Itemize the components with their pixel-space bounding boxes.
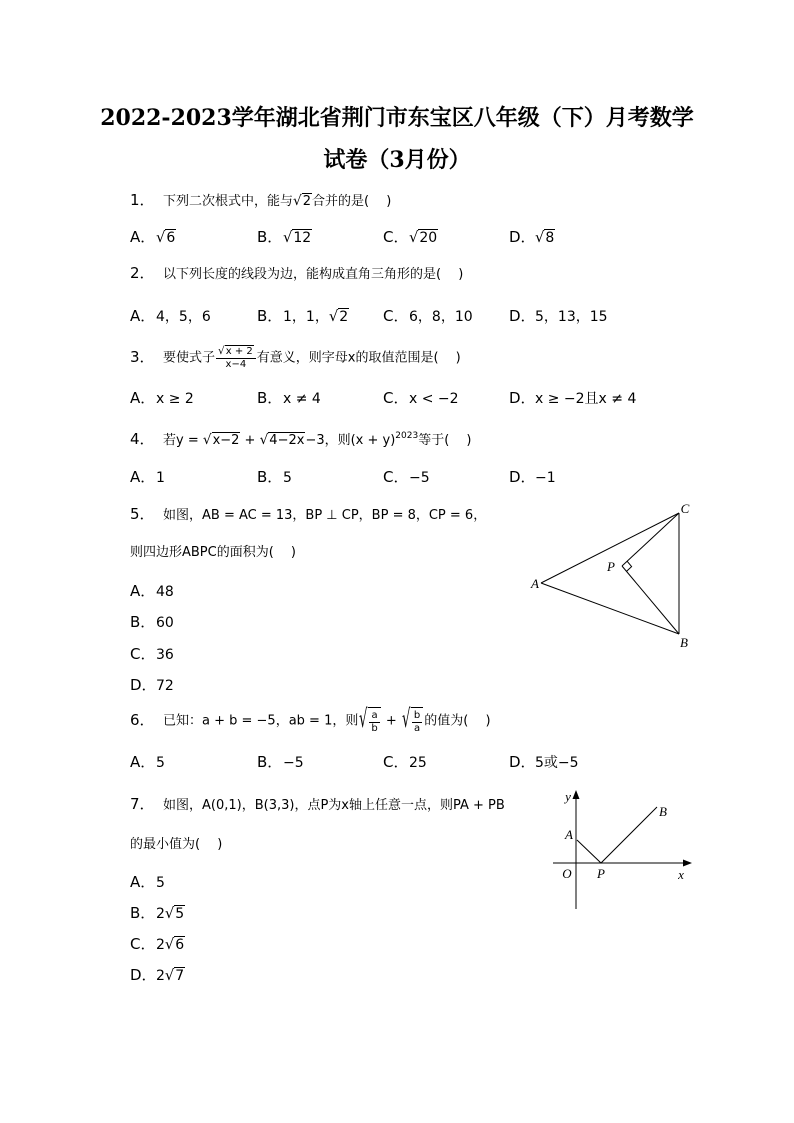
label-a: A bbox=[565, 827, 573, 842]
label-b: B bbox=[680, 635, 688, 650]
radical-sign: √ bbox=[401, 703, 411, 734]
question-text: 以下列长度的线段为边，能构成直角三角形的是( ) bbox=[163, 267, 464, 282]
radicand: 6 bbox=[166, 230, 176, 246]
option-label: A． bbox=[130, 228, 156, 246]
q4-option-b bbox=[257, 466, 292, 488]
fraction bbox=[216, 345, 256, 371]
radicand: x−2 bbox=[212, 433, 240, 448]
option-label: B． bbox=[257, 228, 283, 246]
q3-option-c bbox=[383, 387, 459, 409]
label-p: P bbox=[607, 559, 615, 574]
q4-option-c bbox=[383, 466, 430, 488]
option-text: x < −2 bbox=[409, 391, 459, 407]
fraction bbox=[369, 710, 379, 735]
option-text: 36 bbox=[156, 647, 174, 663]
option-text: 6，8，10 bbox=[409, 309, 473, 325]
radical-sign: √ bbox=[164, 905, 175, 922]
q7-option-b bbox=[130, 902, 185, 924]
option-text: x ≥ 2 bbox=[156, 391, 194, 407]
question-text: 如图，A(0,1)，B(3,3)，点P为x轴上任意一点，则PA + PB bbox=[163, 798, 505, 813]
option-label: B． bbox=[257, 468, 283, 486]
exponent: 2023 bbox=[395, 431, 419, 441]
option-text: 5，13，15 bbox=[535, 309, 608, 325]
question-number: 6． bbox=[130, 710, 155, 729]
fraction bbox=[412, 710, 422, 735]
option-text: 72 bbox=[156, 678, 174, 694]
option-label: A． bbox=[130, 389, 156, 407]
fraction-denominator: a bbox=[413, 723, 421, 734]
question-text: 要使式子 bbox=[163, 350, 216, 366]
question-number: 1． bbox=[130, 191, 155, 209]
radicand: x + 2 bbox=[225, 346, 253, 357]
question-text: 若y = bbox=[163, 433, 203, 448]
label-o: O bbox=[562, 866, 572, 881]
q3-option-d bbox=[509, 387, 636, 409]
question-7-line-2 bbox=[130, 834, 222, 856]
option-text: 5 bbox=[156, 755, 165, 771]
radicand: 8 bbox=[545, 230, 555, 246]
title-line-2: 试卷（3月份） bbox=[323, 147, 471, 173]
question-text: 合并的是( ) bbox=[312, 194, 392, 209]
segment-pc bbox=[622, 513, 679, 566]
fraction-numerator: a bbox=[369, 710, 379, 723]
coefficient: 2 bbox=[156, 968, 165, 984]
radical-sign: √ bbox=[409, 229, 419, 246]
radical-sign: √ bbox=[293, 193, 302, 209]
option-text: 25 bbox=[409, 755, 427, 771]
option-label: B． bbox=[130, 613, 156, 631]
question-number: 3． bbox=[130, 347, 155, 366]
question-5 bbox=[130, 503, 486, 525]
question-2 bbox=[130, 262, 463, 284]
q1-option-d bbox=[509, 226, 555, 248]
option-label: A． bbox=[130, 582, 156, 600]
radicand: 7 bbox=[175, 968, 185, 984]
option-label: C． bbox=[383, 307, 409, 325]
option-text: 5 bbox=[283, 470, 292, 486]
fraction-denominator: b bbox=[371, 723, 378, 734]
question-4 bbox=[130, 428, 471, 450]
option-text: 4，5，6 bbox=[156, 309, 211, 325]
plus-sign: + bbox=[240, 433, 260, 448]
title-line-1: 2022-2023学年湖北省荆门市东宝区八年级（下）月考数学 bbox=[100, 105, 694, 131]
option-label: C． bbox=[130, 645, 156, 663]
radicand: 5 bbox=[175, 906, 185, 922]
q6-option-a bbox=[130, 751, 165, 773]
option-label: B． bbox=[257, 753, 283, 771]
radical bbox=[401, 703, 423, 735]
right-angle-mark bbox=[627, 561, 632, 571]
radicand: 4−2x bbox=[269, 433, 305, 448]
label-c: C bbox=[680, 501, 690, 516]
q2-option-b bbox=[257, 305, 349, 327]
q4-option-d bbox=[509, 466, 556, 488]
question-text: 下列二次根式中，能与 bbox=[163, 194, 294, 209]
q2-option-c bbox=[383, 305, 473, 327]
option-label: A． bbox=[130, 753, 156, 771]
radicand: 2 bbox=[339, 309, 349, 325]
radical-sign: √ bbox=[535, 229, 545, 246]
question-1 bbox=[130, 189, 391, 211]
question-text: 等于( ) bbox=[418, 433, 472, 448]
radical bbox=[359, 703, 380, 735]
question-number: 7． bbox=[130, 795, 155, 813]
radicand: 6 bbox=[175, 937, 185, 953]
radicand: 20 bbox=[419, 230, 438, 246]
radical-sign: √ bbox=[156, 229, 166, 246]
radical-sign: √ bbox=[202, 432, 212, 448]
option-label: C． bbox=[383, 228, 409, 246]
q5-option-d bbox=[130, 674, 174, 696]
question-text: 有意义，则字母x的取值范围是( ) bbox=[256, 350, 461, 366]
question-text: 的最小值为( ) bbox=[130, 837, 223, 852]
q2-option-a bbox=[130, 305, 211, 327]
radical-sign: √ bbox=[164, 967, 175, 984]
option-label: C． bbox=[130, 935, 156, 953]
q6-option-c bbox=[383, 751, 427, 773]
label-y: y bbox=[565, 789, 571, 804]
figure-quadrilateral-abpc bbox=[520, 495, 705, 655]
option-label: B． bbox=[130, 904, 156, 922]
fraction-numerator bbox=[216, 345, 256, 359]
plus-sign: + bbox=[381, 713, 401, 729]
y-axis-arrow bbox=[573, 790, 580, 799]
option-text: x ≠ 4 bbox=[283, 391, 321, 407]
label-x: x bbox=[678, 867, 684, 882]
radicand bbox=[368, 707, 380, 735]
radicand: 12 bbox=[293, 230, 312, 246]
coefficient: 2 bbox=[156, 937, 165, 953]
question-text: −3，则(x + y) bbox=[305, 433, 396, 448]
q5-option-a bbox=[130, 580, 174, 602]
option-text: 1，1， bbox=[283, 309, 329, 325]
option-label: A． bbox=[130, 468, 156, 486]
option-label: D． bbox=[509, 307, 536, 325]
option-text: x ≥ −2且x ≠ 4 bbox=[535, 391, 637, 407]
option-label: C． bbox=[383, 389, 409, 407]
q1-option-c bbox=[383, 226, 438, 248]
radical-sign: √ bbox=[283, 229, 293, 246]
figure-coordinate-plane bbox=[545, 785, 700, 915]
option-text: 5 bbox=[156, 875, 165, 891]
label-b: B bbox=[659, 804, 667, 819]
q5-option-c bbox=[130, 643, 174, 665]
option-label: D． bbox=[130, 966, 157, 984]
q7-option-a bbox=[130, 871, 165, 893]
question-6 bbox=[130, 703, 491, 734]
question-number: 2． bbox=[130, 264, 155, 282]
question-number: 5． bbox=[130, 505, 155, 523]
option-text: −5 bbox=[409, 470, 430, 486]
option-text: −5 bbox=[283, 755, 304, 771]
option-text: 1 bbox=[156, 470, 165, 486]
q6-option-d bbox=[509, 751, 579, 773]
radicand bbox=[411, 707, 423, 735]
question-text: 如图，AB = AC = 13，BP ⊥ CP，BP = 8，CP = 6， bbox=[163, 508, 487, 523]
option-label: A． bbox=[130, 307, 156, 325]
q1-option-b bbox=[257, 226, 312, 248]
option-label: D． bbox=[509, 753, 536, 771]
option-label: C． bbox=[383, 753, 409, 771]
question-text: 已知：a + b = −5，ab = 1，则 bbox=[163, 713, 359, 729]
option-text: −1 bbox=[535, 470, 556, 486]
fraction-numerator: b bbox=[413, 710, 421, 721]
q7-option-c bbox=[130, 933, 185, 955]
option-text: 60 bbox=[156, 615, 174, 631]
label-p: P bbox=[597, 866, 605, 881]
question-7 bbox=[130, 793, 505, 815]
option-label: C． bbox=[383, 468, 409, 486]
q4-option-a bbox=[130, 466, 165, 488]
segment-ab bbox=[541, 583, 679, 634]
q7-option-d bbox=[130, 964, 185, 986]
option-label: A． bbox=[130, 873, 156, 891]
x-axis-arrow bbox=[683, 860, 692, 867]
question-text: 则四边形ABPC的面积为( ) bbox=[130, 545, 297, 560]
radical-sign: √ bbox=[164, 936, 175, 953]
q6-option-b bbox=[257, 751, 304, 773]
option-text: 48 bbox=[156, 584, 174, 600]
option-text: 5或−5 bbox=[535, 755, 579, 771]
q3-option-a bbox=[130, 387, 194, 409]
radical-sign: √ bbox=[259, 432, 269, 448]
option-label: B． bbox=[257, 389, 283, 407]
question-5-line-2 bbox=[130, 542, 296, 564]
option-label: D． bbox=[509, 389, 536, 407]
question-text: 的值为( ) bbox=[424, 713, 491, 729]
question-3 bbox=[130, 345, 461, 370]
radical-sign: √ bbox=[218, 345, 225, 357]
option-label: D． bbox=[509, 228, 536, 246]
q2-option-d bbox=[509, 305, 608, 327]
radical-sign: √ bbox=[359, 703, 368, 734]
label-a: A bbox=[531, 576, 539, 591]
option-label: D． bbox=[509, 468, 536, 486]
radicand: 2 bbox=[302, 194, 311, 209]
q5-option-b bbox=[130, 611, 174, 633]
fraction-denominator: x−4 bbox=[225, 359, 247, 370]
option-label: B． bbox=[257, 307, 283, 325]
question-number: 4． bbox=[130, 430, 155, 448]
q1-option-a bbox=[130, 226, 176, 248]
q3-option-b bbox=[257, 387, 321, 409]
coefficient: 2 bbox=[156, 906, 165, 922]
path-a-p-b bbox=[577, 807, 657, 863]
option-label: D． bbox=[130, 676, 157, 694]
radical-sign: √ bbox=[328, 308, 339, 325]
